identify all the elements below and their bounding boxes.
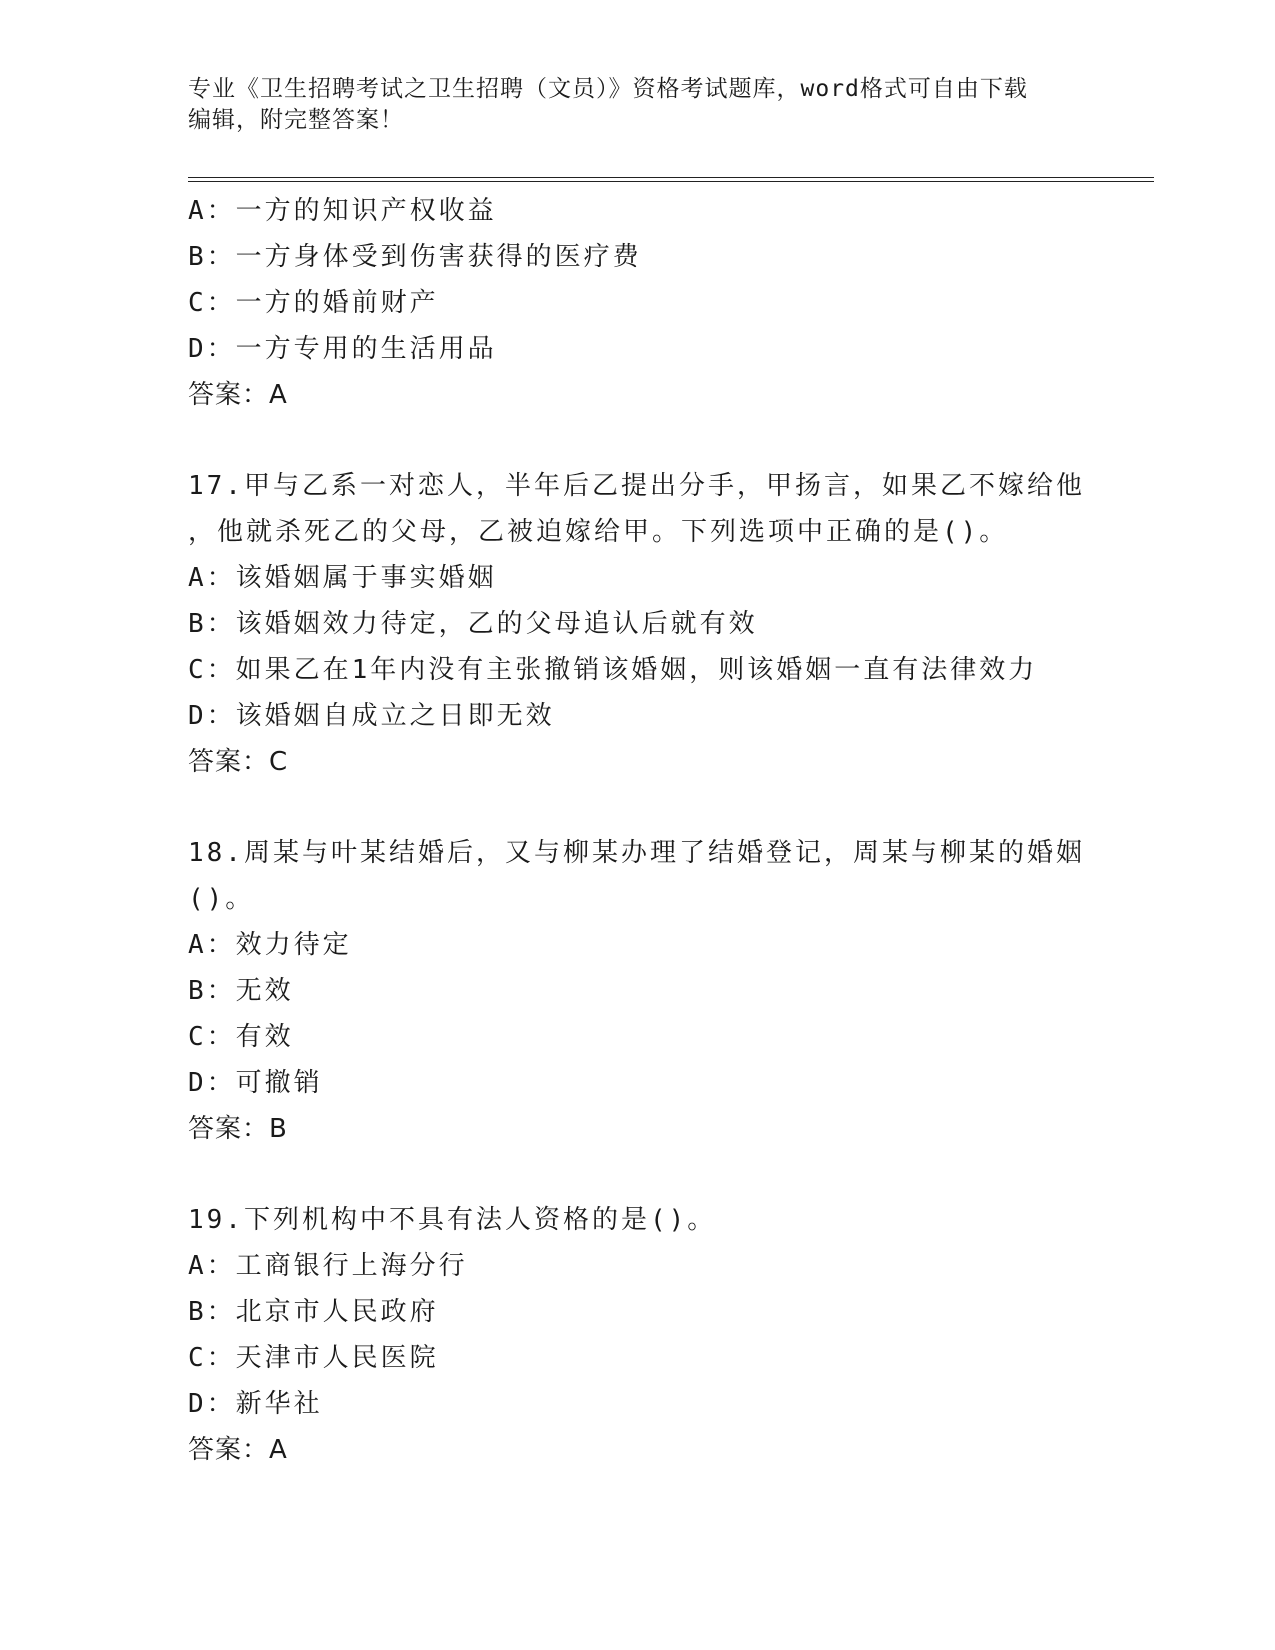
option-d: D：可撤销 — [188, 1068, 323, 1098]
option-b: B：无效 — [188, 976, 294, 1006]
option-a: A：一方的知识产权收益 — [188, 196, 497, 226]
option-b: B：北京市人民政府 — [188, 1297, 439, 1327]
question-18 — [188, 830, 1138, 1152]
spacer — [188, 785, 1138, 830]
question-stem-line-2: ，他就杀死乙的父母，乙被迫嫁给甲。下列选项中正确的是()。 — [188, 517, 1009, 547]
spacer — [188, 1152, 1138, 1197]
document-header — [188, 74, 1088, 136]
option-c: C：天津市人民医院 — [188, 1343, 439, 1373]
question-list — [188, 188, 1138, 1473]
option-d: D：该婚姻自成立之日即无效 — [188, 701, 555, 731]
option-b: B：一方身体受到伤害获得的医疗费 — [188, 242, 642, 272]
header-line-2: 编辑，附完整答案！ — [188, 107, 404, 133]
question-stem-line-1: 19.下列机构中不具有法人资格的是()。 — [188, 1205, 717, 1235]
answer-label: 答案：A — [188, 1435, 288, 1465]
header-divider — [188, 177, 1154, 182]
spacer — [188, 418, 1138, 463]
question-stem-line-2: ()。 — [188, 884, 255, 914]
answer-label: 答案：C — [188, 747, 289, 777]
option-c: C：如果乙在1年内没有主张撤销该婚姻，则该婚姻一直有法律效力 — [188, 655, 1038, 685]
option-c: C：一方的婚前财产 — [188, 288, 439, 318]
option-d: D：新华社 — [188, 1389, 323, 1419]
question-17 — [188, 463, 1138, 785]
question-16 — [188, 188, 1138, 418]
option-d: D：一方专用的生活用品 — [188, 334, 497, 364]
question-stem-line-1: 17.甲与乙系一对恋人，半年后乙提出分手，甲扬言，如果乙不嫁给他 — [188, 471, 1085, 501]
question-stem-line-1: 18.周某与叶某结婚后，又与柳某办理了结婚登记，周某与柳某的婚姻 — [188, 838, 1085, 868]
option-a: A：该婚姻属于事实婚姻 — [188, 563, 497, 593]
option-c: C：有效 — [188, 1022, 294, 1052]
question-19 — [188, 1197, 1138, 1473]
header-line-1: 专业《卫生招聘考试之卫生招聘（文员）》资格考试题库，word格式可自由下载 — [188, 76, 1028, 102]
answer-label: 答案：B — [188, 1114, 288, 1144]
answer-label: 答案：A — [188, 380, 288, 410]
option-b: B：该婚姻效力待定，乙的父母追认后就有效 — [188, 609, 758, 639]
option-a: A：效力待定 — [188, 930, 352, 960]
option-a: A：工商银行上海分行 — [188, 1251, 468, 1281]
